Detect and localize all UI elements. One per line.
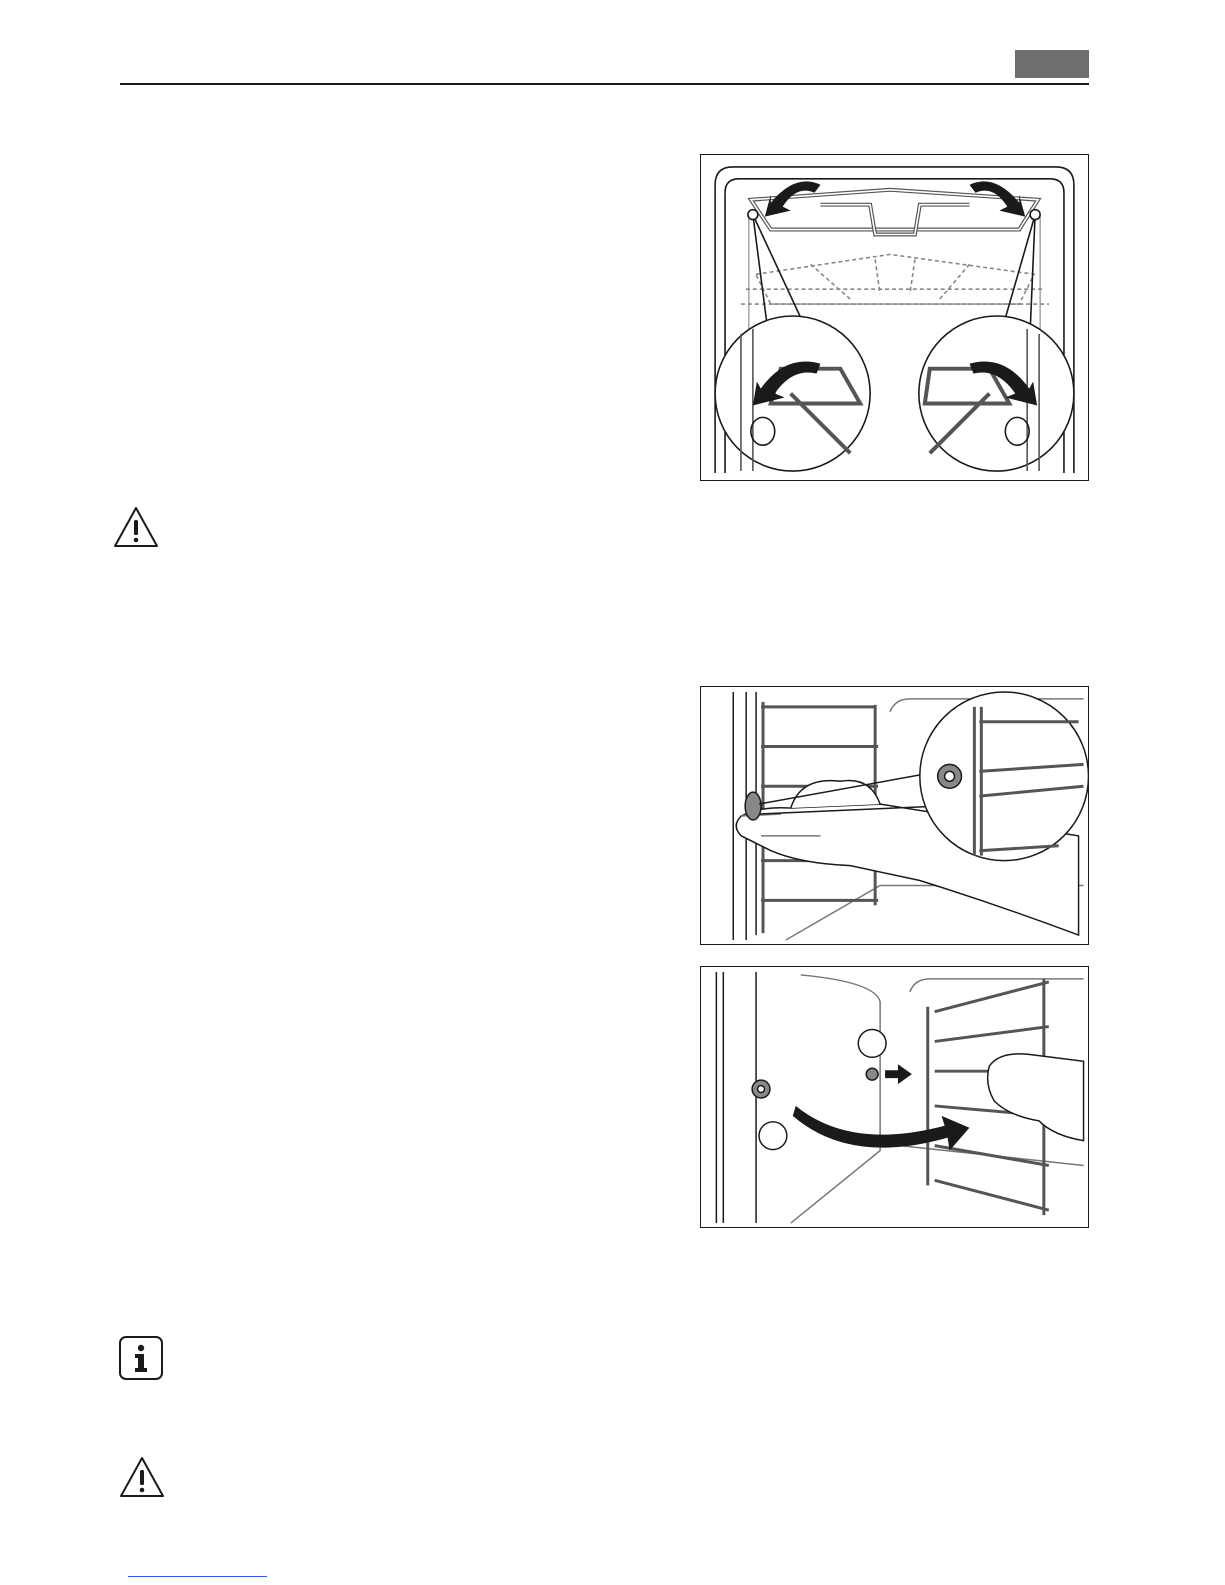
oven-shelf-support-removal-illustration xyxy=(701,967,1088,1227)
shelf-support-removal-figure xyxy=(700,966,1089,1228)
grill-element-figure xyxy=(700,154,1089,481)
warning-triangle-icon xyxy=(118,1455,166,1499)
warning-triangle-icon xyxy=(112,505,160,549)
oven-grill-illustration xyxy=(701,155,1088,480)
oven-shelf-support-illustration xyxy=(701,687,1088,944)
header-rule xyxy=(120,83,1089,85)
info-icon xyxy=(118,1335,164,1381)
shelf-support-pull-figure xyxy=(700,686,1089,945)
footer-link[interactable] xyxy=(128,1576,267,1577)
chapter-tab-marker xyxy=(1015,50,1089,78)
